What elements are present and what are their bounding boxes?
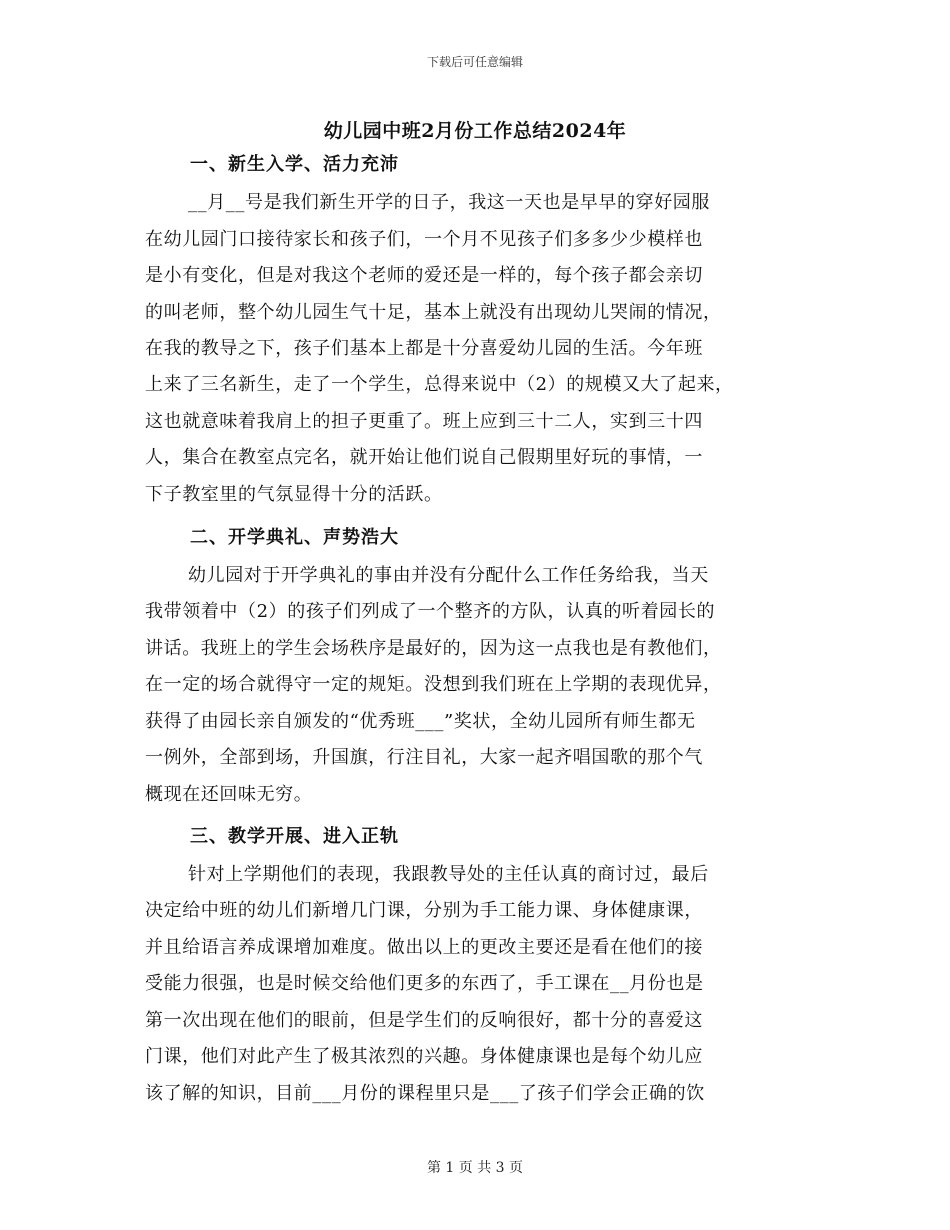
page-number-footer: 第 1 页 共 3 页	[426, 1160, 524, 1176]
paragraph-line: 在幼儿园门口接待家长和孩子们，一个月不见孩子们多多少少模样也	[145, 229, 703, 250]
paragraph-line: 并且给语言养成课增加难度。做出以上的更改主要还是看在他们的接	[145, 937, 703, 958]
paragraph-line: 获得了由园长亲自颁发的“优秀班___”奖状，全幼儿园所有师生都无	[145, 711, 696, 732]
paragraph-line: 讲话。我班上的学生会场秩序是最好的，因为这一点我也是有教他们，	[145, 638, 722, 659]
paragraph-line: 一例外，全部到场，升国旗，行注目礼，大家一起齐唱国歌的那个气	[145, 747, 703, 768]
paragraph-line: 人，集合在教室点完名，就开始让他们说自己假期里好玩的事情，一	[145, 447, 703, 468]
paragraph-line: 的叫老师，整个幼儿园生气十足，基本上就没有出现幼儿哭闹的情况，	[145, 302, 722, 323]
paragraph-line: 在我的教导之下，孩子们基本上都是十分喜爱幼儿园的生活。今年班	[145, 338, 703, 359]
paragraph-line: 受能力很强，也是时候交给他们更多的东西了，手工课在__月份也是	[145, 973, 704, 994]
paragraph-line: 第一次出现在他们的眼前，但是学生们的反响很好，都十分的喜爱这	[145, 1010, 703, 1031]
paragraph-line: 是小有变化，但是对我这个老师的爱还是一样的，每个孩子都会亲切	[145, 265, 703, 286]
paragraph-line: 概现在还回味无穷。	[145, 784, 313, 805]
section-heading-3: 三、教学开展、进入正轨	[190, 826, 399, 847]
paragraph-line: 决定给中班的幼儿们新增几门课，分别为手工能力课、身体健康课，	[145, 900, 703, 921]
paragraph-line: 针对上学期他们的表现，我跟教导处的主任认真的商讨过，最后	[188, 864, 709, 885]
paragraph-line: 门课，他们对此产生了极其浓烈的兴趣。身体健康课也是每个幼儿应	[145, 1046, 703, 1067]
section-heading-2: 二、开学典礼、声势浩大	[190, 527, 399, 548]
paragraph-line: 下子教室里的气氛显得十分的活跃。	[145, 484, 443, 505]
paragraph-line: 我带领着中（2）的孩子们列成了一个整齐的方队，认真的听着园长的	[145, 601, 716, 622]
section-heading-1: 一、新生入学、活力充沛	[190, 154, 399, 175]
document-title: 幼儿园中班2月份工作总结2024年	[323, 120, 627, 142]
paragraph-line: 在一定的场合就得守一定的规矩。没想到我们班在上学期的表现优异，	[145, 674, 722, 695]
paragraph-line: 该了解的知识，目前___月份的课程里只是___了孩子们学会正确的饮	[145, 1083, 705, 1104]
page-header-note: 下载后可任意编辑	[426, 55, 523, 69]
paragraph-line: 上来了三名新生，走了一个学生，总得来说中（2）的规模又大了起来，	[145, 374, 734, 395]
paragraph-line: 这也就意味着我肩上的担子更重了。班上应到三十二人，实到三十四	[145, 411, 703, 432]
paragraph-line: 幼儿园对于开学典礼的事由并没有分配什么工作任务给我，当天	[188, 565, 709, 586]
paragraph-line: __月__号是我们新生开学的日子，我这一天也是早早的穿好园服	[188, 192, 710, 213]
